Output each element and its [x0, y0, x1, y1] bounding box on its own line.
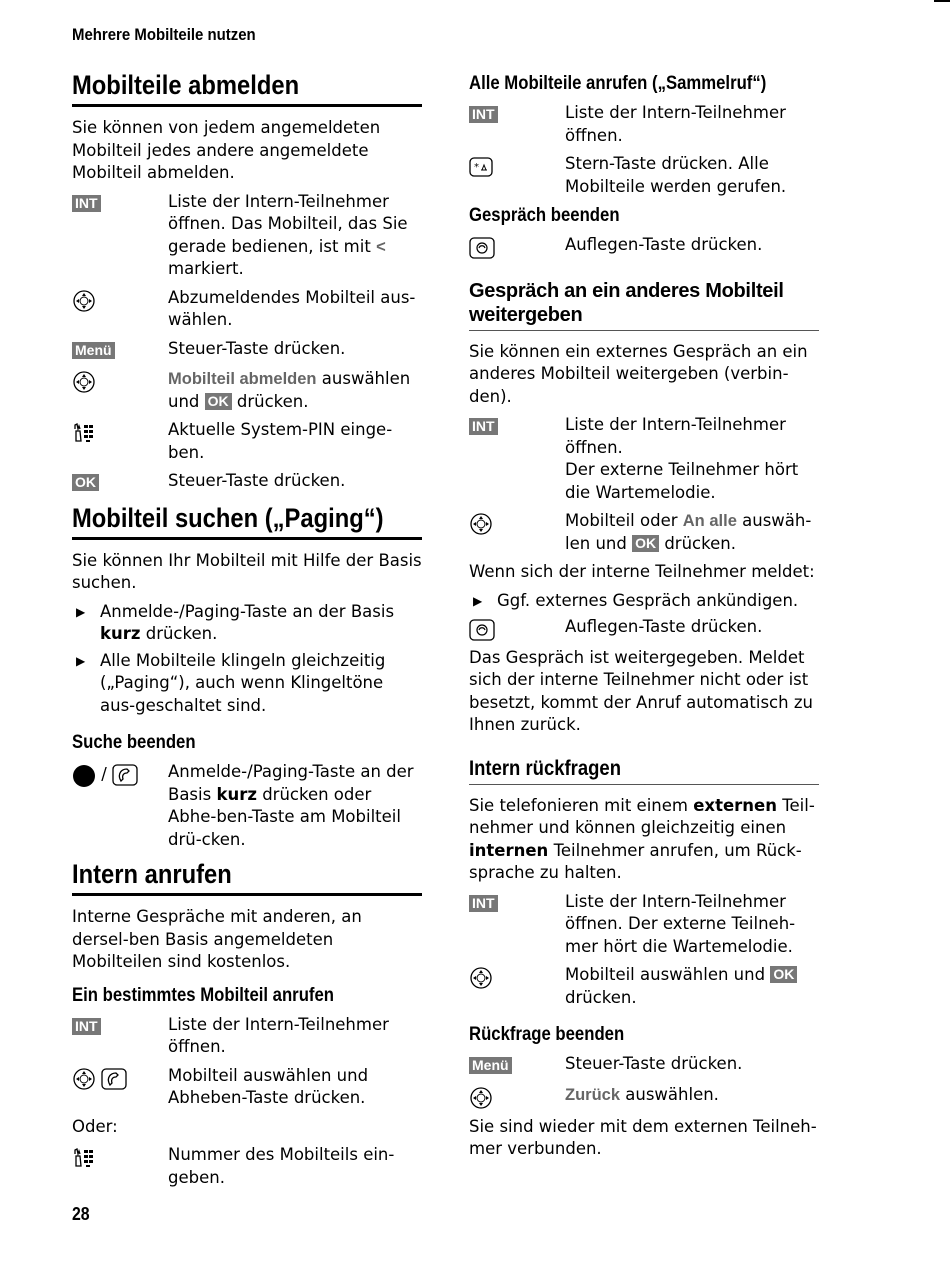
- paragraph: Sie können von jedem angemeldeten Mobilteil jedes andere angemeldete Mobilteil abmelden.: [72, 118, 381, 182]
- instruction-row: OK Steuer-Taste drücken.: [72, 470, 422, 495]
- bullet-arrow-icon: ▶: [76, 653, 86, 668]
- int-key-icon: INT: [469, 895, 498, 912]
- navigation-key-icon: [469, 966, 493, 990]
- instruction-row: INT Liste der Intern-Teilnehmer öffnen.: [72, 1014, 422, 1059]
- svg-text:*: *: [474, 161, 479, 173]
- ok-key-icon: OK: [72, 474, 99, 491]
- int-key-icon: INT: [469, 106, 498, 123]
- paragraph: Sie können ein externes Gespräch an ein anderes Mobilteil weitergeben (verbin-den).: [469, 341, 808, 406]
- instruction-row: INT Liste der Intern-Teilnehmer öffnen.: [469, 102, 819, 147]
- instruction-row: Menü Steuer-Taste drücken.: [469, 1053, 819, 1078]
- section-title-mobilteile-abmelden: Mobilteile abmelden: [72, 68, 422, 107]
- instruction-row: Mobilteil abmelden auswählen und OK drücken.: [72, 368, 422, 413]
- subheading-ein-bestimmtes-mobilteil: Ein bestimmtes Mobilteil anrufen: [72, 984, 334, 1006]
- navigation-key-icon: [469, 512, 493, 536]
- instruction-row: * Stern-Taste drücken. Alle Mobilteile werden gerufen.: [469, 153, 819, 198]
- int-key-icon: INT: [72, 195, 101, 212]
- bullet-item: ▶ Anmelde-/Paging-Taste an der Basis kurz drücken.: [72, 601, 422, 646]
- ok-key-icon: OK: [205, 393, 232, 410]
- instruction-row: INT Liste der Intern-Teilnehmer öffnen. Der externe Teilnehmer hört die Wartemelodie.: [469, 414, 819, 504]
- instruction-row: Menü Steuer-Taste drücken.: [72, 338, 422, 363]
- ok-key-icon: OK: [632, 535, 659, 552]
- instruction-row: Mobilteil auswählen und OK drücken.: [469, 964, 819, 1009]
- talk-key-icon: [101, 1068, 127, 1090]
- instruction-row: INT Liste der Intern-Teilnehmer öffnen. Der externe Teilneh-mer hört die Wartemelodie.: [469, 891, 819, 959]
- bullet-arrow-icon: ▶: [473, 593, 483, 608]
- navigation-key-icon: [72, 370, 96, 394]
- keypad-icon: [72, 1146, 96, 1170]
- instruction-row: Auflegen-Taste drücken.: [469, 616, 819, 641]
- paragraph: Das Gespräch ist weitergegeben. Meldet sich der interne Teilnehmer nicht oder ist besetzt, kommt der Anruf automatisch zu Ihnen zurück.: [469, 647, 813, 734]
- paging-button-icon: [72, 763, 96, 787]
- instruction-row: Zurück auswählen.: [469, 1084, 819, 1110]
- instruction-row: Mobilteil auswählen und Abheben-Taste drücken.: [72, 1065, 422, 1110]
- instruction-row: Mobilteil oder An alle auswäh-len und OK drücken.: [469, 510, 819, 555]
- end-call-key-icon: [469, 619, 495, 641]
- subheading-suche-beenden: Suche beenden: [72, 732, 196, 753]
- int-key-icon: INT: [72, 1018, 101, 1035]
- bullet-item: ▶ Ggf. externes Gespräch ankündigen.: [469, 590, 819, 613]
- subheading-gespraech-beenden: Gespräch beenden: [469, 205, 620, 226]
- ok-key-icon: OK: [770, 966, 797, 983]
- section-title-intern-rueckfragen: Intern rückfragen: [469, 757, 819, 785]
- running-header: Mehrere Mobilteile nutzen: [72, 25, 256, 44]
- paragraph: Interne Gespräche mit anderen, an dersel-ben Basis angemeldeten Mobilteilen sind kostenlos.: [72, 907, 362, 971]
- navigation-key-icon: [469, 1086, 493, 1110]
- int-key-icon: INT: [469, 418, 498, 435]
- subheading-rueckfrage-beenden: Rückfrage beenden: [469, 1024, 625, 1045]
- navigation-key-icon: [72, 1067, 96, 1091]
- menu-key-icon: Menü: [72, 342, 115, 359]
- keypad-icon: [72, 421, 96, 445]
- corner-rule: [934, 0, 950, 2]
- paragraph: Wenn sich der interne Teilnehmer meldet:: [469, 562, 815, 581]
- talk-key-icon: [112, 764, 138, 786]
- instruction-row: Abzumeldendes Mobilteil aus-wählen.: [72, 287, 422, 332]
- instruction-row: INT Liste der Intern-Teilnehmer öffnen. Das Mobilteil, das Sie gerade bedienen, ist mit < markiert.: [72, 191, 422, 281]
- paragraph: Sie telefonieren mit einem externen Teil-nehmer und können gleichzeitig einen internen Teilnehmer anrufen, um Rück-sprache zu halten.: [469, 795, 815, 882]
- instruction-row: / Anmelde-/Paging-Taste an der Basis kurz drücken oder Abhe-ben-Taste am Mobilteil drü-cken.: [72, 761, 422, 851]
- instruction-row: Auflegen-Taste drücken.: [469, 234, 819, 259]
- paragraph: Sie sind wieder mit dem externen Teilneh-mer verbunden.: [469, 1116, 817, 1158]
- paragraph: Sie können Ihr Mobilteil mit Hilfe der Basis suchen.: [72, 550, 422, 592]
- page-number: 28: [72, 1204, 90, 1224]
- section-title-weitergeben: Gespräch an ein anderes Mobilteil weitergeben: [469, 279, 819, 331]
- instruction-row: Aktuelle System-PIN einge-ben.: [72, 419, 422, 464]
- paragraph: Oder:: [72, 1116, 118, 1136]
- right-column: [469, 72, 819, 1167]
- left-column: [72, 68, 422, 1195]
- end-call-key-icon: [469, 237, 495, 259]
- bullet-item: ▶ Alle Mobilteile klingeln gleichzeitig („Paging“), auch wenn Klingeltöne aus-geschaltet sind.: [72, 650, 422, 718]
- menu-key-icon: Menü: [469, 1057, 512, 1074]
- section-title-paging: Mobilteil suchen („Paging“): [72, 501, 422, 540]
- section-title-intern-anrufen: Intern anrufen: [72, 857, 422, 896]
- bullet-arrow-icon: ▶: [76, 604, 86, 619]
- navigation-key-icon: [72, 289, 96, 313]
- subheading-sammelruf: Alle Mobilteile anrufen („Sammelruf“): [469, 73, 767, 94]
- instruction-row: Nummer des Mobilteils ein-geben.: [72, 1144, 422, 1189]
- star-key-icon: [469, 156, 493, 178]
